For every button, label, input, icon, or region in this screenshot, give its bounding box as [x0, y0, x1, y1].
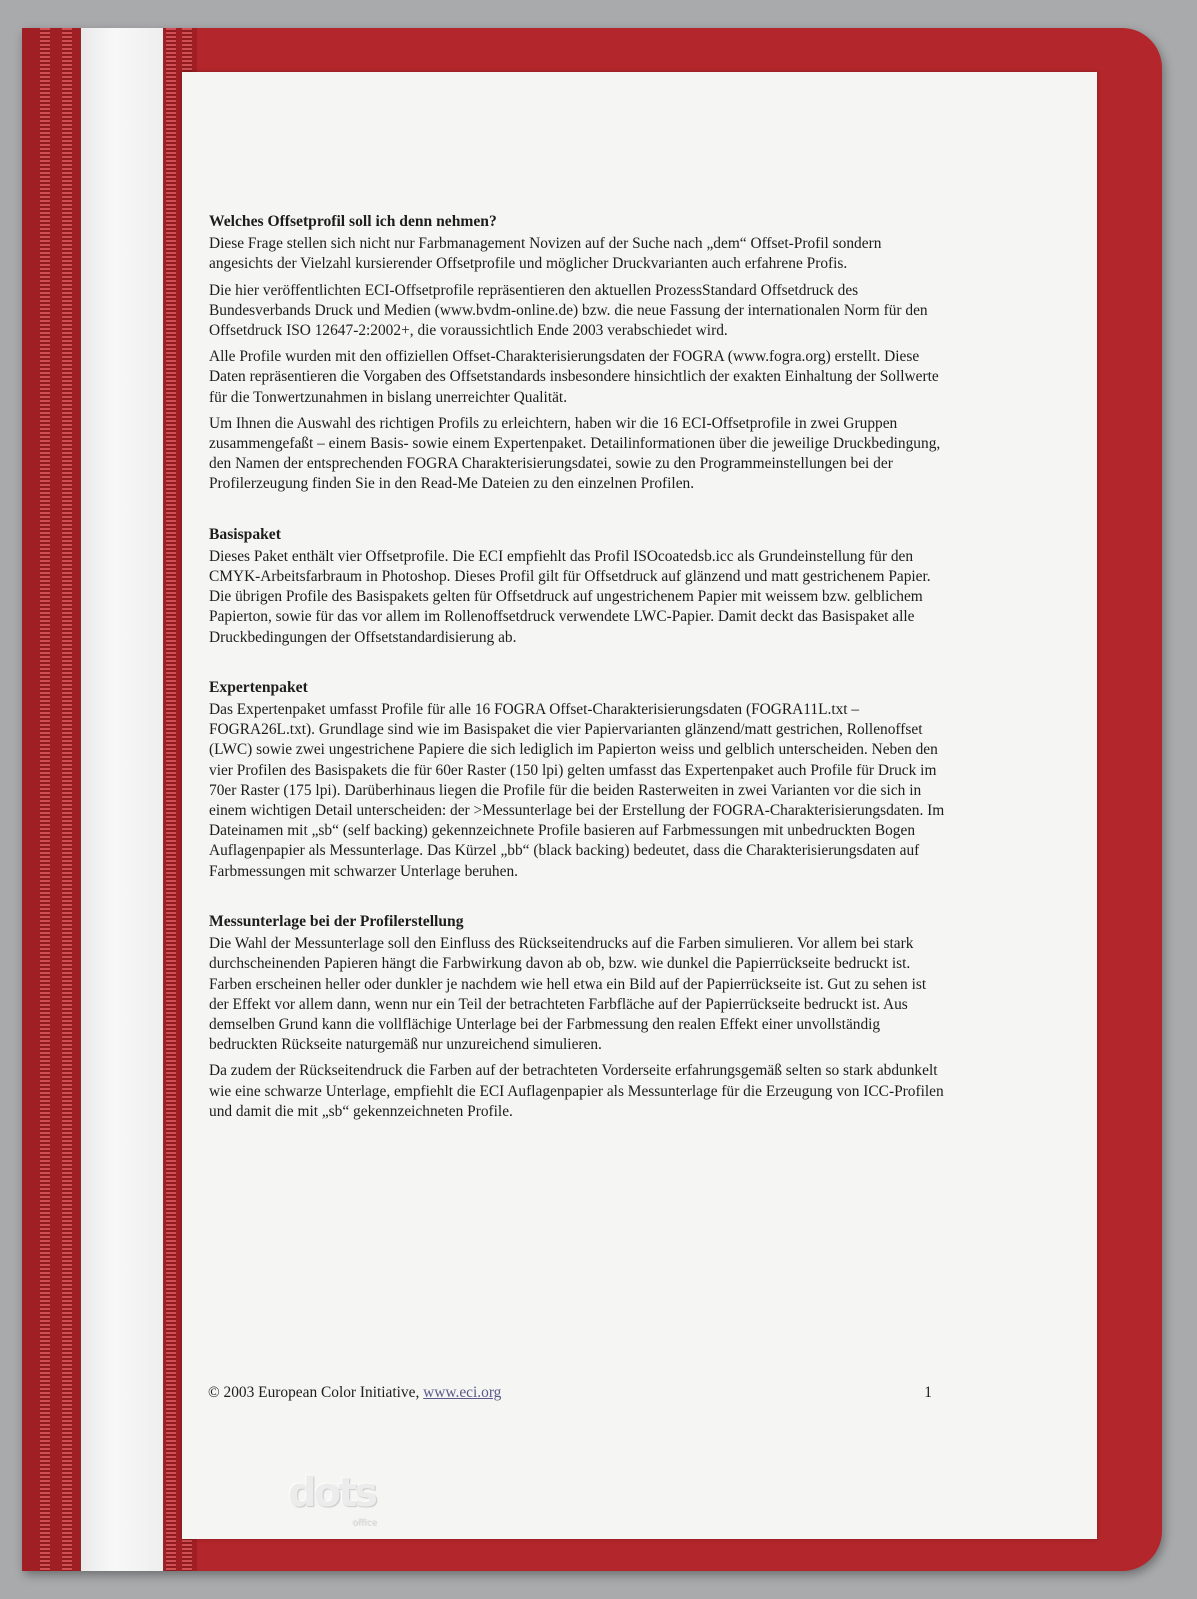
document-body — [209, 212, 949, 1128]
folder-spine — [22, 28, 197, 1571]
page-footer — [208, 1384, 932, 1402]
section-offsetprofil — [209, 212, 949, 495]
paragraph: Dieses Paket enthält vier Offsetprofile. Die ECI empfiehlt das Profil ISOcoatedsb.icc als Grundeinstellung für den CMYK-Arbeitsfarbraum in Photoshop. Dieses Profil gilt für Offsetdruck auf glänzend und matt gestrichenem Papier. Die übrigen Profile des Basispakets gelten für Offsetdruck auf ungestrichenem Papier mit weissem bzw. gelblichem Papierton, sowie für das vor allem im Rollenoffsetdruck verwendete LWC-Papier. Damit deckt das Basispaket alle Druckbedingungen der Offsetstandardisierung ab. — [209, 547, 931, 646]
section-basispaket — [209, 525, 949, 648]
paragraph: Die Wahl der Messunterlage soll den Einfluss des Rückseitendrucks auf die Farben simulieren. Vor allem bei stark durchscheinenden Papieren hängt die Farbwirkung davon ab ob, bzw. wie dunkel die Papierrückseite bedruckt ist. Farben erscheinen heller oder dunkler je nachdem wie hell etwa ein Bild auf der Papierrückseite ist. Gut zu sehen ist der Effekt vor allem dann, wenn nur ein Teil der betrachteten Farbfläche auf der Papierrückseite bedruckt ist. Aus demselben Grund kann die vollflächige Unterlage bei der Farbmessung den realen Effekt einer unvollständig bedruckten Rückseite naturgemäß nur unzureichend simulieren. — [209, 935, 927, 1054]
copyright-text: © 2003 European Color Initiative, — [208, 1384, 424, 1401]
spine-perforation-right — [166, 28, 176, 1571]
paragraph: Diese Frage stellen sich nicht nur Farbmanagement Novizen auf der Suche nach „dem“ Offset-Profil sondern angesichts der Vielzahl kursierender Offsetprofile und möglicher Druckvarianten auch erfahrene Profis. — [209, 235, 882, 273]
section-expertenpaket — [209, 678, 949, 882]
page-number: 1 — [924, 1384, 932, 1401]
document-page — [182, 72, 1097, 1539]
paragraph: Alle Profile wurden mit den offiziellen Offset-Charakterisierungsdaten der FOGRA (www.fogra.org) erstellt. Diese Daten repräsentieren die Vorgaben des Offsetstandards insbesondere hinsichtlich der exakten Einhaltung der Sollwerte für die Tonwertzunahmen in bislang unerreichter Qualität. — [209, 348, 939, 406]
section-messunterlage — [209, 912, 949, 1122]
paragraph: Die hier veröffentlichten ECI-Offsetprofile repräsentieren den aktuellen ProzessStandard Offsetdruck des Bundesverbands Druck und Medien (www.bvdm-online.de) bzw. die neue Fassung der internationalen Norm für den Offsetdruck ISO 12647-2:2002+, die voraussichtlich Ende 2003 verabschiedet wird. — [209, 281, 928, 340]
section-heading: Welches Offsetprofil soll ich denn nehmen? — [209, 213, 497, 230]
paragraph: Das Expertenpaket umfasst Profile für alle 16 FOGRA Offset-Charakterisierungsdaten (FOGRA11L.txt – FOGRA26L.txt). Grundlage sind wie im Basispaket die vier Papiervarianten glänzend/matt gestrichen, Rollenoffset (LWC) sowie zwei ungestrichene Papiere die sich lediglich im Papierton weiss und gelblich unterscheiden. Neben den vier Profilen des Basispakets die für 60er Raster (150 lpi) gelten umfasst das Expertenpaket auch Profile für Druck im 70er Raster (175 lpi). Darüberhinaus liegen die Profile für die beiden Rasterweiten in zwei Varianten vor die sich in einem wichtigen Detail unterscheiden: der >Messunterlage bei der Erstellung der FOGRA-Charakterisierungsdaten. Im Dateinamen mit „sb“ (self backing) gekennzeichnete Profile basieren auf Farbmessungen mit unbedruckten Bogen Auflagenpapier als Messunterlage. Das Kürzel „bb“ (black backing) bedeutet, dass die Charakterisierungsdaten auf Farbmessungen mit schwarzer Unterlage beruhen. — [209, 701, 945, 880]
watermark-logo-sub: office — [352, 1518, 377, 1528]
spine-perforation-left-inner — [62, 28, 72, 1571]
section-heading: Messunterlage bei der Profilerstellung — [209, 912, 464, 930]
label-strip — [80, 28, 164, 1571]
section-heading: Basispaket — [209, 525, 281, 543]
paragraph: Um Ihnen die Auswahl des richtigen Profils zu erleichtern, haben wir die 16 ECI-Offsetprofile in zwei Gruppen zusammengefaßt – einem Basis- sowie einem Expertenpaket. Detailinformationen über die jeweilige Druckbedingung, den Namen der entsprechenden FOGRA Charakterisierungsdatei, sowie zu den Programmeinstellungen bei der Profilerzeugung finden Sie in den Read-Me Dateien zu den einzelnen Profilen. — [209, 414, 941, 493]
spine-perforation-left — [40, 28, 50, 1571]
watermark-logo: dots — [288, 1470, 376, 1516]
eci-link[interactable]: www.eci.org — [423, 1384, 502, 1401]
paragraph: Da zudem der Rückseitendruck die Farben auf der betrachteten Vorderseite erfahrungsgemäß selten so stark abdunkelt wie eine schwarze Unterlage, empfiehlt die ECI Auflagenpapier als Messunterlage für die Erzeugung von ICC-Profilen und damit die mit „sb“ gekennzeichneten Profile. — [209, 1062, 944, 1120]
section-heading: Expertenpaket — [209, 678, 308, 696]
